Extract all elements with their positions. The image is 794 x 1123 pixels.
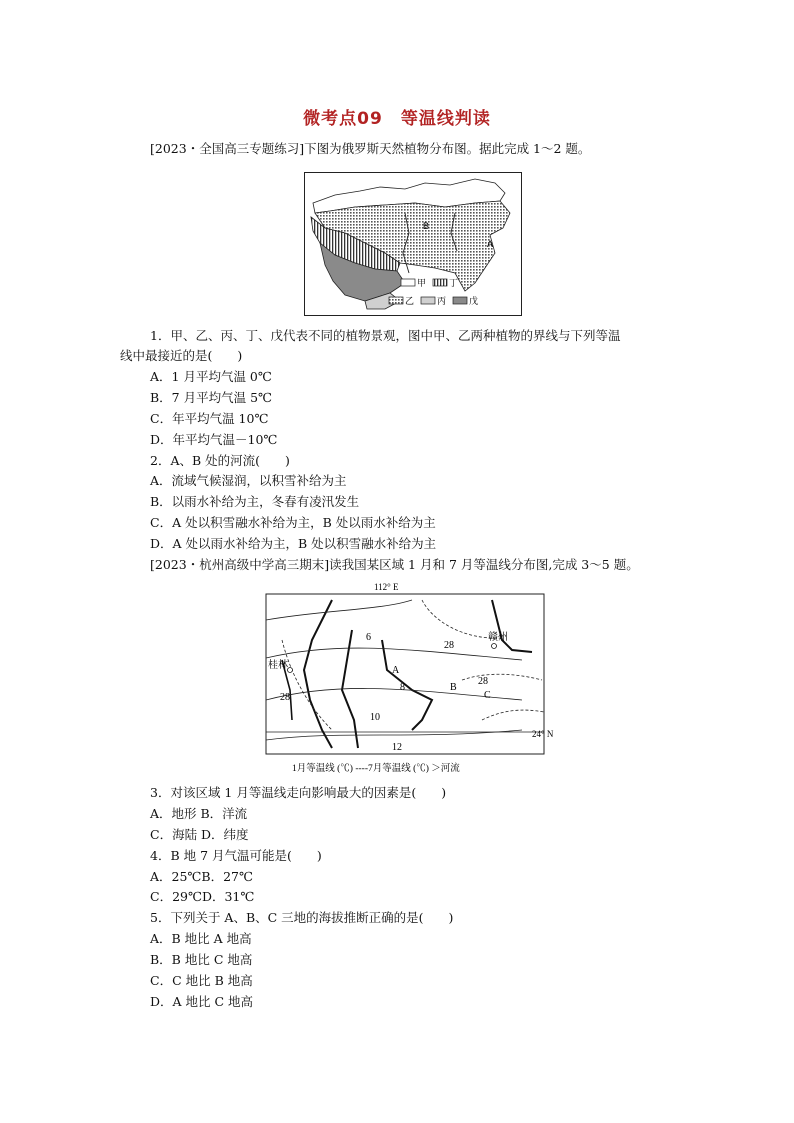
q1-stem: 1．甲、乙、丙、丁、戊代表不同的植物景观，图中甲、乙两种植物的界线与下列等温 bbox=[150, 328, 621, 343]
legend-swatch-wu bbox=[453, 297, 467, 304]
isotherm-label: 12 bbox=[392, 742, 402, 753]
isotherm-label: 28 bbox=[478, 676, 488, 687]
legend-label-ding: 丁 bbox=[449, 279, 459, 289]
longitude-label: 112° E bbox=[374, 582, 399, 592]
legend-label-wu: 戊 bbox=[469, 297, 479, 307]
q5-option-d: D．A 地比 C 地高 bbox=[150, 994, 254, 1009]
q1-option-b: B．7 月平均气温 5℃ bbox=[150, 390, 273, 405]
intro-text-2: [2023・杭州高级中学高三期末]读我国某区域 1 月和 7 月等温线分布图,完成 3～5 题。 bbox=[150, 557, 639, 572]
latitude-label: 24° N bbox=[532, 729, 554, 739]
page-title: 微考点09 等温线判读 bbox=[303, 109, 491, 129]
isotherm-label: 28 bbox=[280, 692, 290, 703]
legend-swatch-ding bbox=[433, 279, 447, 286]
isotherm-map bbox=[262, 580, 562, 776]
q1-stem-cont: 线中最接近的是( ) bbox=[120, 348, 243, 363]
city-marker-ganzhou bbox=[492, 644, 497, 649]
q5-option-b: B．B 地比 C 地高 bbox=[150, 952, 253, 967]
isotherm-label: 8 bbox=[400, 682, 405, 693]
city-label-ganzhou: 赣州 bbox=[488, 632, 508, 643]
q1-option-a: A．1 月平均气温 0℃ bbox=[150, 369, 272, 384]
city-label-guilin: 桂林 bbox=[268, 660, 288, 671]
q2-option-a: A．流域气候湿润，以积雪补给为主 bbox=[150, 473, 347, 488]
point-label-c: C bbox=[484, 690, 491, 701]
russia-map-svg bbox=[305, 173, 521, 315]
russia-vegetation-map bbox=[304, 172, 522, 316]
q4-options-ab: A．25℃B．27℃ bbox=[150, 869, 253, 884]
q3-options-ab: A．地形 B．洋流 bbox=[150, 806, 248, 821]
q5-stem: 5．下列关于 A、B、C 三地的海拔推断正确的是( ) bbox=[150, 910, 454, 925]
q3-options-cd: C．海陆 D．纬度 bbox=[150, 827, 249, 842]
q5-option-c: C．C 地比 B 地高 bbox=[150, 973, 253, 988]
isotherm-label: 28 bbox=[444, 640, 454, 651]
q2-option-b: B．以雨水补给为主，冬春有凌汛发生 bbox=[150, 494, 360, 509]
q2-option-d: D．A 处以雨水补给为主，B 处以积雪融水补给为主 bbox=[150, 536, 437, 551]
map2-legend: 1月等温线 (℃) ----7月等温线 (℃) ＞河流 bbox=[292, 764, 460, 774]
legend-label-yi: 乙 bbox=[405, 297, 415, 307]
city-marker-guilin bbox=[288, 668, 293, 673]
intro-text-1: [2023・全国高三专题练习]下图为俄罗斯天然植物分布图。据此完成 1～2 题。 bbox=[150, 141, 591, 156]
q2-stem: 2．A、B 处的河流( ) bbox=[150, 453, 290, 468]
legend-swatch-bing bbox=[421, 297, 435, 304]
q4-options-cd: C．29℃D．31℃ bbox=[150, 889, 255, 904]
map-label-a: A bbox=[487, 239, 494, 249]
q2-option-c: C．A 处以积雪融水补给为主，B 处以雨水补给为主 bbox=[150, 515, 436, 530]
legend-label-jia: 甲 bbox=[417, 279, 427, 289]
map-label-b: B bbox=[423, 221, 430, 231]
q1-option-c: C．年平均气温 10℃ bbox=[150, 411, 269, 426]
q1-option-d: D．年平均气温－10℃ bbox=[150, 432, 278, 447]
legend-swatch-yi bbox=[389, 297, 403, 304]
q3-stem: 3．对该区域 1 月等温线走向影响最大的因素是( ) bbox=[150, 785, 447, 800]
isotherm-label: 10 bbox=[370, 712, 380, 723]
legend-swatch-jia bbox=[401, 279, 415, 286]
isotherm-label: 6 bbox=[366, 632, 371, 643]
q4-stem: 4．B 地 7 月气温可能是( ) bbox=[150, 848, 322, 863]
point-label-a: A bbox=[392, 665, 400, 676]
q5-option-a: A．B 地比 A 地高 bbox=[150, 931, 252, 946]
isotherm-map-svg bbox=[262, 580, 562, 776]
point-label-b: B bbox=[450, 682, 457, 693]
legend-label-bing: 丙 bbox=[437, 297, 447, 307]
